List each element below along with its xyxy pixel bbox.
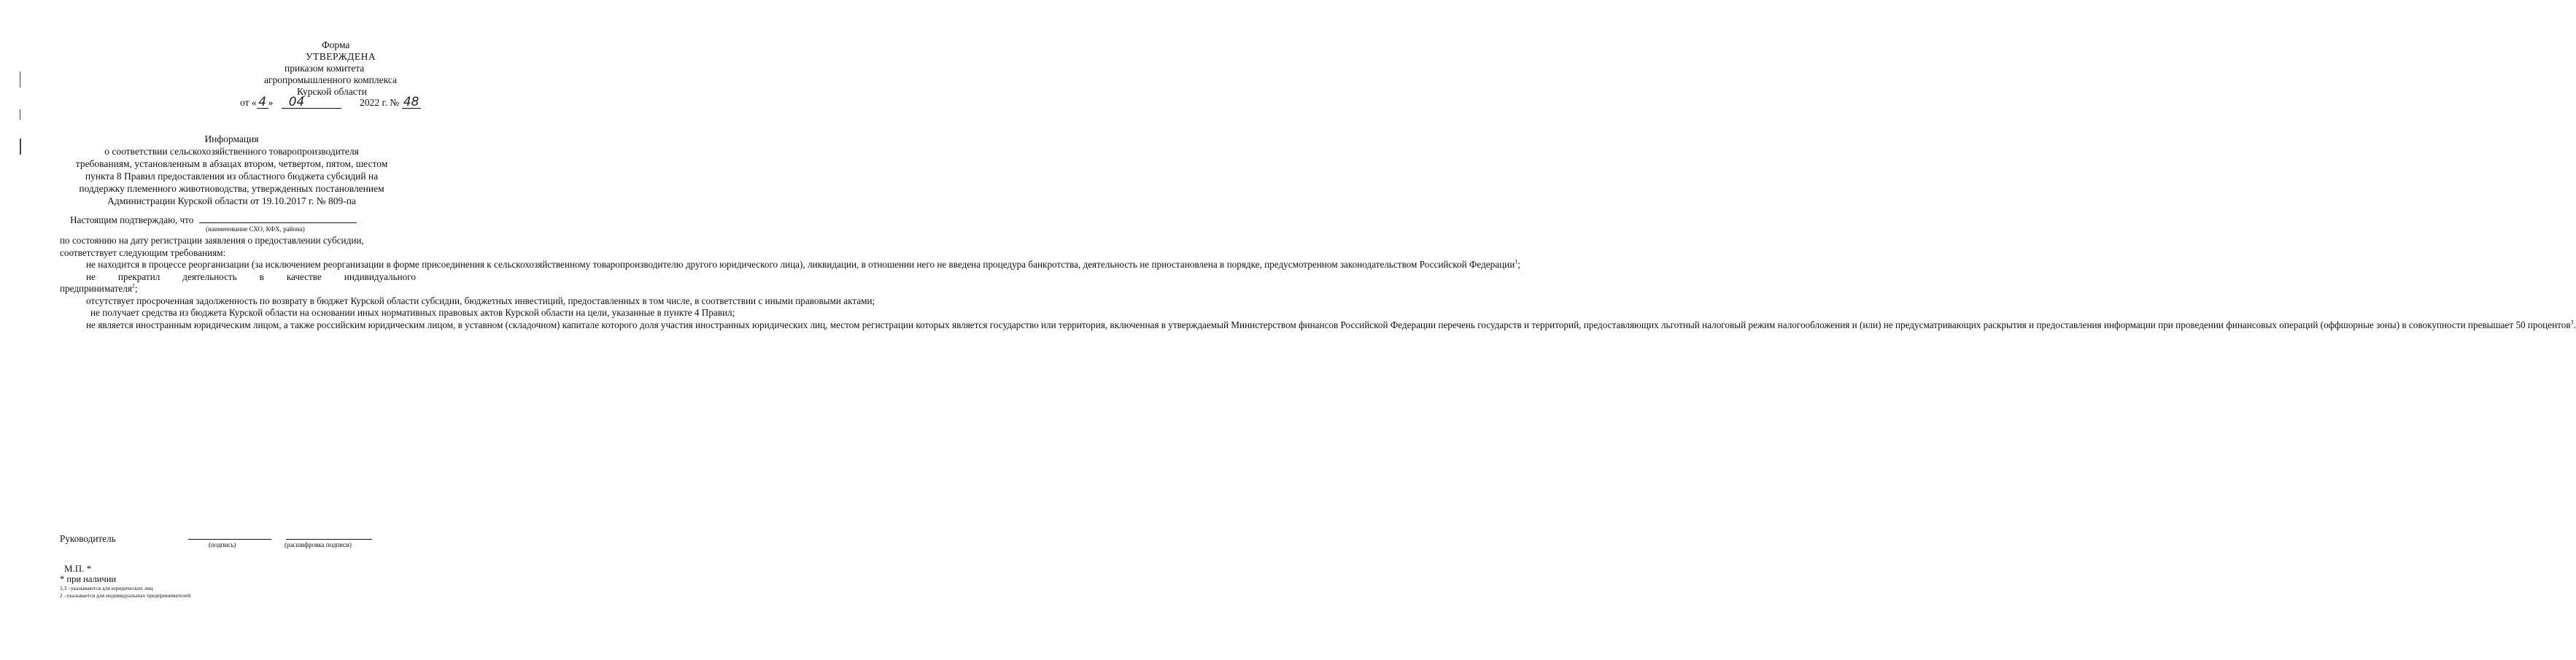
- title-line: Администрации Курской области от 19.10.2017 г. № 809-па: [107, 195, 356, 206]
- date-sep: »: [268, 97, 274, 108]
- confirm-caption: (наименование СХО, КФХ, района): [206, 225, 305, 233]
- intro-line: по состоянию на дату регистрации заявления о предоставлении субсидии,: [60, 235, 364, 246]
- title-line: Информация: [204, 133, 259, 144]
- intro-line: соответствует следующим требованиям:: [60, 246, 226, 258]
- if-any-note: * при наличии: [60, 574, 117, 584]
- signature-caption: (подпись): [209, 541, 236, 548]
- signature-decode-field[interactable]: [286, 539, 372, 540]
- organization-name-field[interactable]: [199, 214, 357, 223]
- footnote-2: 2 –указывается для индивидуальных предпринимателей: [60, 592, 191, 599]
- title-line: пункта 8 Правил предоставления из областного бюджета субсидий на: [85, 171, 379, 182]
- signature-field[interactable]: [188, 539, 271, 540]
- scan-mark: [20, 139, 21, 155]
- date-prefix: от «: [240, 97, 257, 108]
- requirements-body: [60, 235, 2576, 331]
- confirm-prefix: Настоящим подтверждаю, что: [70, 214, 194, 225]
- requirement-2: [60, 271, 416, 284]
- handwritten-day: 4: [257, 97, 268, 109]
- approved-label: УТВЕРЖДЕНА: [306, 51, 376, 62]
- handwritten-number: 48: [402, 97, 421, 109]
- region-label: Курской области: [297, 86, 367, 97]
- title-line: о соответствии сельскохозяйственного товаропроизводителя: [104, 146, 359, 157]
- requirement-5: не является иностранным юридическим лицом, а также российским юридическим лицом, в уставном (складочном) капитале которого доля участия иностранных юридических лиц, местом регистрации которых является государство или территория, включенная в утверждаемый Министерством финансов Российской Федерации перечень государств и территорий, предоставляющих льготный налоговый режим налогообложения и (или) не предусматривающих раскрытия и предоставления информации при проведении финансовых операций (оффшорные зоны) в совокупности превышает 50 процентов$^3$.: [86, 319, 2576, 330]
- form-label: Форма: [322, 39, 350, 50]
- stamp-label: М.П. *: [64, 563, 92, 574]
- title-line: требованиям, установленным в абзацах втором, четвертом, пятом, шестом: [75, 158, 388, 169]
- confirm-line: [70, 214, 357, 226]
- document-title: [29, 133, 434, 207]
- order-label: приказом комитета: [285, 63, 365, 74]
- footnote-1: 1,3 –указываются для юридических лиц: [60, 585, 153, 591]
- requirement-2-end: предпринимателя$^2$;: [60, 282, 138, 294]
- requirement-1: не находится в процессе реорганизации (за исключением реорганизации в форме присоединения к сельскохозяйственному товаропроизводителю другого юридического лица), ликвидации, в отношении него не введена процедура банкротства, деятельность не приостановлена в порядке, предусмотренном законодательством Российской Федерации$^1$;: [86, 258, 1520, 270]
- approval-date-line: [240, 97, 421, 109]
- decode-caption: (расшифровка подписи): [285, 541, 352, 548]
- committee-label: агропромышленного комплекса: [264, 74, 397, 85]
- head-label: Руководитель: [60, 533, 116, 544]
- requirement-3: отсутствует просроченная задолженность по возврату в бюджет Курской области субсидии, бюджетных инвестиций, предоставленных в том числе, в соответствии с иными правовыми актами;: [86, 295, 875, 306]
- year-number-label: 2022 г. №: [360, 97, 400, 108]
- requirement-2-line: не прекратил деятельность в качестве индивидуального: [86, 271, 416, 282]
- title-line: поддержку племенного животноводства, утвержденных постановлением: [79, 183, 384, 194]
- handwritten-month: 04: [282, 97, 341, 109]
- requirement-4: не получает средства из бюджета Курской области на основании иных нормативных правовых актов Курской области на цели, указанные в пункте 4 Правил;: [90, 307, 735, 318]
